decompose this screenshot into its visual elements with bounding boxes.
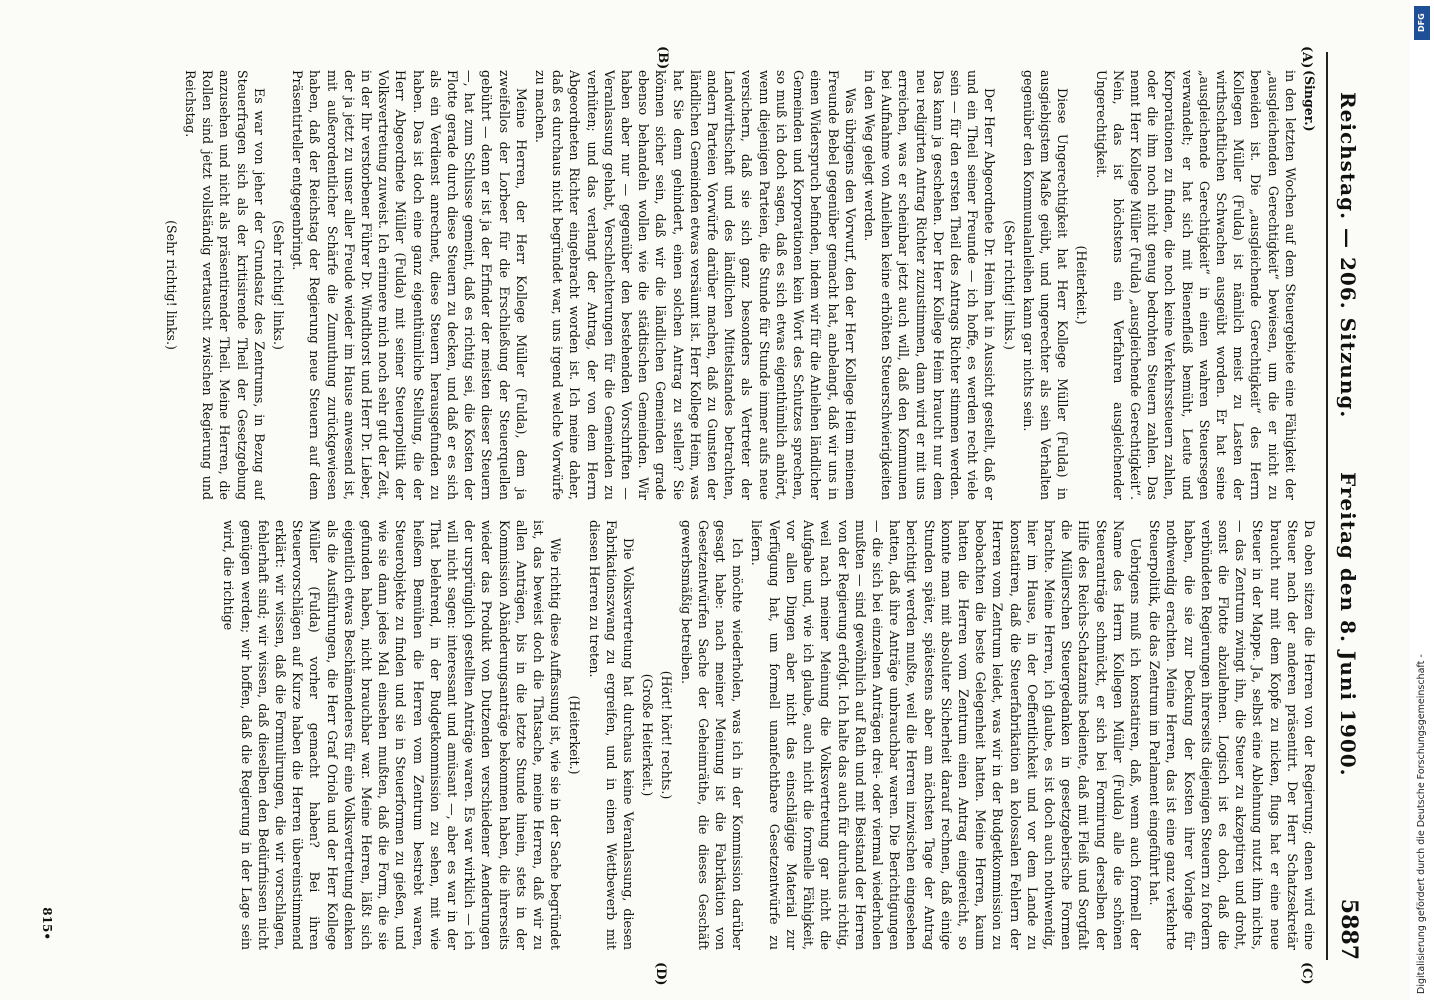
interjection: (Große Heiterkeit.) [640, 673, 656, 797]
paragraph: Diese Ungerechtigkeit hat Herr Kollege Müller (Fulda) in ausgiebigstem Maße geübt, und ungerechter als sein Verhalten gegenüber den Kommunalanleihen kann gar nichts sein. [1020, 70, 1071, 500]
column-divider [60, 500, 1318, 501]
right-column [60, 520, 1318, 950]
interjection: (Sehr richtig! links.) [163, 220, 179, 350]
digitization-note: Digitalisierung gefördert durch die Deutsche Forschungsgemeinschaft - [1416, 654, 1427, 994]
margin-marker-d: (D) [653, 962, 668, 986]
interjection: (Hört! hört! rechts.) [659, 670, 675, 800]
interjection: (Sehr richtig! links.) [271, 220, 287, 350]
page-code: 815• [40, 907, 54, 940]
interjection: (Heiterkeit.) [1074, 245, 1090, 325]
page-header [1326, 52, 1368, 960]
left-column [60, 70, 1318, 500]
paragraph: Wie richtig diese Auffassung ist, wie sie in der Sache begründet ist, das beweist doch die Thatsache, meine Herren, daß wir zu allen Anträgen, bis in die letzte Stunde hinein, stets in der Kommission Abänderungsanträge bekommen haben, die ihrerseits wieder das Produkt von Dutzenden verschiedener Aenderungen der ursprünglich gestellten Anträge waren. Es war wirklich — ich will nicht sagen: interessant und amüsant —, aber es war in der That belehrend, in der Budgetkommission zu sehen, mit wie heißem Bemühen die Herren vom Zentrum bestrebt waren, Steuerobjekte zu finden und sie in Steuerformen zu gießen, und wie sie dann jedes Mal einsehen mußten, daß die Form, die sie gefunden haben, nicht brauchbar war. Meine Herren, läßt sich eigentlich etwas Beschämenderes für eine Volksvertretung denken als die Ausführungen, die Herr Graf Oriola und der Herr Kollege Müller (Fulda) vorher gemacht haben? Bei ihren Steuervorschlägen auf Kurze haben die Herren übereinstimmend erklärt: wir wissen, daß die Formulirungen, die wir vorschlagen, fehlerhaft sind; wir wissen, daß dieselben den Bedürfnissen nicht genügen werden; wir hoffen, daß die Regierung in der Lage sein wird, die richtige [221, 520, 564, 950]
paragraph: Ich möchte wiederholen, was ich in der Kommission darüber gesagt habe: nach meiner Meinung ist die Fabrikation von Gesetzentwürfen Sache der Geheimräthe, die dieses Geschäft gewerbsmäßig betreiben. [678, 520, 746, 950]
interjection: (Sehr richtig! links.) [1001, 220, 1017, 350]
paragraph: Die Volksvertretung hat durchaus keine Veranlassung, diesen Fabrikationszwang zu ergreifen, und in einen Wettbewerb mit diesen Herren zu treten. [586, 520, 637, 950]
header-page-number: 5887 [1336, 898, 1362, 960]
header-date: Freitag den 8. Juni 1900. [1336, 472, 1360, 777]
dfg-logo: DFG [1414, 6, 1430, 40]
margin-marker-a: (A) [1299, 46, 1314, 69]
paragraph: Der Herr Abgeordnete Dr. Heim hat in Aussicht gestellt, daß er und ein Theil seiner Freunde — ich hoffe, es werden recht viele sein — für den ersten Theil des Antrags Richter stimmen werden. Das kann ja geschehen. Der Herr Kollege Heim braucht nur dem neu redigirten Antrag Richter zuzustimmen, dann wird er mit uns erreichen, was er scheinbar jetzt auch will, daß den Kommunen bei Aufnahme von Anleihen keine erhöhten Steuerschwierigkeiten in den Weg gelegt werden. [861, 70, 998, 500]
margin-marker-c: (C) [1299, 962, 1314, 985]
paragraph: Meine Herren, der Herr Kollege Müller (Fulda), dem ja zweifellos der Lorbeer für die Erschließung der Steuerquellen gebührt — denn er ist ja der Erfinder der meisten dieser Steuern —, hat zum Schlusse gemeint, daß es richtig sei, die Kosten der Flotte gerade durch diese Steuern zu decken, und daß er es sich als ein Verdienst anrechnet, diese Steuern herausgefunden zu haben. Das ist doch eine ganz eigenthümliche Stellung, die der Herr Abgeordnete Müller (Fulda) mit seiner Steuerpolitik der Volksvertretung zuweist. Ich erinnere mich noch sehr gut der Zeit, in der Ihr verstorbener Führer Dr. Windthorst und Herr Dr. Lieber, der ja jetzt zu unser aller Freude wieder im Hause anwesend ist, mit außerordentlicher Schärfe die Zumuthung zurückgewiesen haben, daß der Reichstag der Regierung neue Steuern auf dem Präsentirteller entgegenbringt. [290, 70, 529, 500]
paragraph: Es war von jeher der Grundsatz des Zentrums, in Bezug auf Steuerfragen sich als der kritisirende Theil der Gesetzgebung anzusehen und nicht als präsentirender Theil. Meine Herren, die Rollen sind jetzt vollständig vertauscht zwischen Regierung und Reichstag. [183, 70, 267, 500]
paragraph: Da oben sitzen die Herren von der Regierung; denen wird eine Steuer nach der anderen präsentirt. Der Herr Schatzsekretär braucht nur mit dem Kopfe zu nicken, flugs hat er eine neue Steuer in der Mappe. Ja, selbst eine Ablehnung nutzt ihm nichts, — das Zentrum zwingt ihn, die Steuer zu akzeptiren und droht, sonst die Flotte abzulehnen. Logisch ist es doch, daß die verbündeten Regierungen ihrerseits diejenigen Steuern zu fordern haben, die sie zur Deckung der Kosten ihrer Vorlage für nothwendig erachten. Meine Herren, das ist eine ganz verkehrte Steuerpolitik, die das Zentrum im Parlament eingeführt hat. [1147, 520, 1317, 950]
paragraph: in den letzten Wochen auf dem Steuergebiete eine Fähigkeit der „ausgleichenden Gerechtigkeit“ bewiesen, um die er nicht zu beneiden ist. Die „ausgleichende Gerechtigkeit“ des Herrn Kollegen Müller (Fulda) ist nämlich meist zu Lasten der wirthschaftlichen Schwachen ausgeübt worden. Er hat seine „ausgleichende Gerechtigkeit“ in einen wahren Steuersegen verwandelt; er hat sich mit Bienenfleiß bemüht, Leute und Korporationen zu finden, die noch keine Verkehrssteuern zahlen, oder die ihm noch nicht genug bedrohten Steuern zahlen. Das nennt Herr Kollege Müller (Fulda) „ausgleichende Gerechtigkeit“. Nein, das ist höchstens ein Verfahren ausgleichender Ungerechtigkeit. [1093, 70, 1298, 500]
header-session: Reichstag. — 206. Sitzung. [1336, 92, 1360, 419]
margin-marker-b: (B) [655, 46, 670, 70]
speaker-name: (Singer.) [1302, 70, 1317, 132]
paragraph: Was übrigens den Vorwurf, den der Herr Kollege Heim meinem Freunde Bebel gegenüber gemacht hat, anbelangt, daß wir uns in einen Widerspruch befinden, indem wir für die Anleihen ländlicher Gemeinden und Korporationen kein Wort des Schutzes sprechen, so muß ich doch sagen, daß es sich etwas eigenthümlich anhört, wenn diejenigen Parteien, die Stunde für Stunde immer aufs neue versichern, daß sie sich ganz besonders als Vertreter der Landwirthschaft und des ländlichen Mittelstandes betrachten, andern Parteien Vorwürfe darüber machen, daß zu Gunsten der ländlichen Gemeinden etwas versäumt ist. Herr Kollege Heim, was hat Sie denn gehindert, einen solchen Antrag zu stellen? Sie können sicher sein, daß wir die ländlichen Gemeinden grade ebenso behandeln wollen wie die städtischen Gemeinden. Wir haben aber nur — gegenüber den bestehenden Vorschriften — Veranlassung gehabt, Verschlechterungen für die Gemeinden zu verhüten; und das verlangt der Antrag, der von dem Herrn Abgeordneten Richter eingebracht worden ist. Ich meine daher, daß es durchaus nicht begründet war, uns irgend welche Vorwürfe zu machen. [533, 70, 858, 500]
interjection: (Heiterkeit.) [567, 695, 583, 775]
paragraph: Uebrigens muß ich konstatiren, daß, wenn auch formell der Name des Herrn Kollegen Müller (Fulda) alle die schönen Steueranträge schmückt, er sich bei Formirung derselben der Hilfe des Reichs-Schatzamts bediente, daß mit Fleiß und Sorgfalt die Müllerschen Steuergedanken in gesetzgeberische Formen brachte. Meine Herren, ich glaube, es ist doch auch nothwendig, hier im Hause, in der Oeffentlichkeit und vor dem Lande zu konstatiren, daß die Steuerfabrikation an kolossalen Fehlern der Herren vom Zentrum leidet, was wir in der Budgetkommission zu beobachten die beste Gelegenheit hatten. Meine Herren, kaum hatten die Herren vom Zentrum einen Antrag eingereicht, so konnte man mit absoluter Sicherheit darauf rechnen, daß einige Stunden später, spätestens aber am nächsten Tage der Antrag berichtigt werden mußte, weil die Herren inzwischen eingesehen hatten, daß ihre Anträge unbrauchbar waren. Die Berichtigungen — die sich bei einzelnen Anträgen drei- oder viermal wiederholen mußten — sind gewöhnlich auf Rath und mit Beistand der Herren von der Regierung erfolgt. Ich halte das auch für durchaus richtig, weil nach meiner Meinung die Volksvertretung gar nicht die Aufgabe und, wie ich glaube, auch nicht die formelle Fähigkeit, vor allen Dingen aber nicht das einschlägige Material zur Verfügung hat, um formell unanfechtbare Gesetzentwürfe zu liefern. [749, 520, 1143, 950]
